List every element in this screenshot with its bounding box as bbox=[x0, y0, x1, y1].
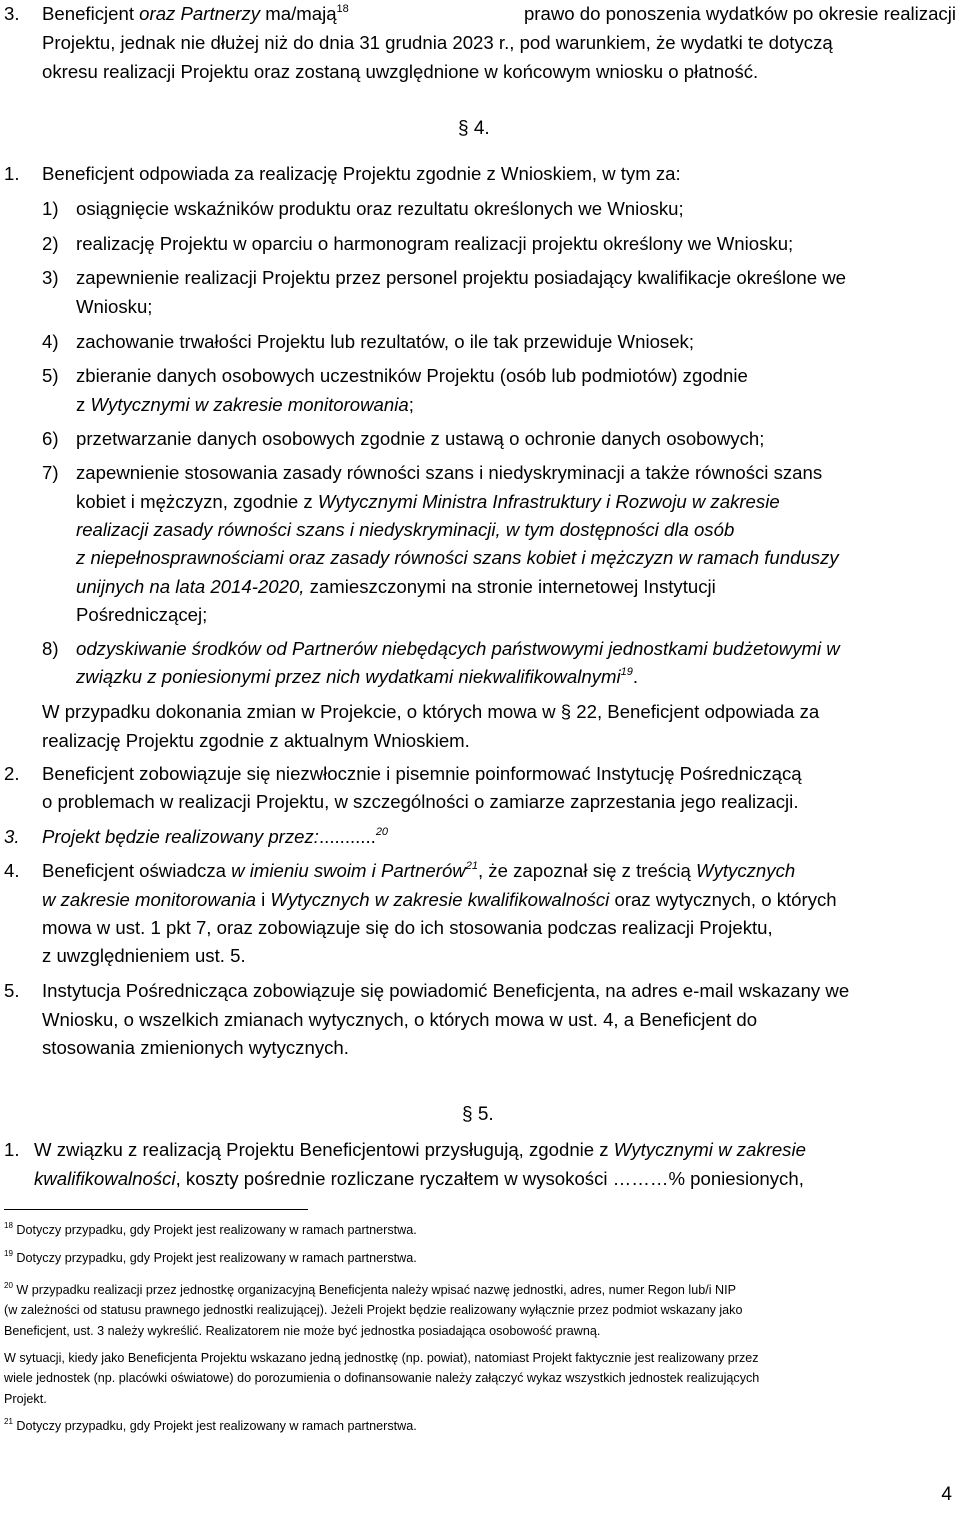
footnote-line: wiele jednostek (np. placówki oświatowe) do porozumienia o dofinansowanie należy załączyć wykaz wszystkich jednostek realizujących bbox=[4, 1371, 760, 1385]
paragraph-line: z uwzględnieniem ust. 5. bbox=[42, 945, 246, 966]
section-heading: § 4. bbox=[458, 118, 490, 139]
footnote-ref: 20 bbox=[375, 826, 389, 838]
paragraph-line: okresu realizacji Projektu oraz zostaną uwzględnione w końcowym wniosku o płatność. bbox=[42, 61, 759, 82]
list-number: 4) bbox=[42, 331, 59, 352]
footnote: $^{19}$ Dotyczy przypadku, gdy Projekt jest realizowany w ramach partnerstwa. bbox=[4, 1249, 417, 1265]
paragraph-line: realizację Projektu zgodnie z aktualnym Wnioskiem. bbox=[42, 730, 470, 751]
list-number: 1) bbox=[42, 198, 59, 219]
list-number: 5) bbox=[42, 365, 59, 386]
paragraph-line: Projektu, jednak nie dłużej niż do dnia 31 grudnia 2023 r., pod warunkiem, że wydatki te dotyczą bbox=[42, 32, 833, 53]
list-item-text: Pośredniczącej; bbox=[76, 604, 208, 625]
list-item-text: Wniosku; bbox=[76, 296, 153, 317]
list-item-text: kobiet i mężczyzn, zgodnie z Wytycznymi Ministra Infrastruktury i Rozwoju w zakresie bbox=[76, 491, 780, 512]
item-number: 4. bbox=[4, 860, 20, 881]
list-number: 8) bbox=[42, 638, 59, 659]
list-number: 2) bbox=[42, 233, 59, 254]
list-number: 6) bbox=[42, 428, 59, 449]
item-number: 3. bbox=[4, 826, 20, 847]
list-item-text: zbieranie danych osobowych uczestników Projektu (osób lub podmiotów) zgodnie bbox=[76, 365, 748, 386]
page-number: 4 bbox=[941, 1484, 952, 1505]
list-item-text: realizacji zasady równości szans i niedyskryminacji, w tym dostępności dla osób bbox=[76, 519, 735, 540]
paragraph-line: Projekt będzie realizowany przez:...........$^{20}$ bbox=[42, 826, 389, 847]
list-number: 7) bbox=[42, 462, 59, 483]
list-item-text: przetwarzanie danych osobowych zgodnie z ustawą o ochronie danych osobowych; bbox=[76, 428, 765, 449]
footnote-ref: 18 bbox=[336, 3, 349, 15]
paragraph-line: mowa w ust. 1 pkt 7, oraz zobowiązuje się do ich stosowania podczas realizacji Projektu, bbox=[42, 917, 773, 938]
paragraph-line: Beneficjent oraz Partnerzy ma/mają$^{18}$ prawo do ponoszenia wydatków po okresie realizacji bbox=[42, 3, 956, 24]
list-item-text: zapewnienie realizacji Projektu przez personel projektu posiadający kwalifikacje określone we bbox=[76, 267, 846, 288]
paragraph-line: stosowania zmienionych wytycznych. bbox=[42, 1037, 349, 1058]
list-item-text: z Wytycznymi w zakresie monitorowania; bbox=[76, 394, 414, 415]
paragraph-line: Beneficjent oświadcza w imieniu swoim i Partnerów$^{21}$, że zapoznał się z treścią Wytycznych bbox=[42, 860, 796, 881]
list-item-text: zapewnienie stosowania zasady równości szans i niedyskryminacji a także równości szans bbox=[76, 462, 823, 483]
paragraph-line: w zakresie monitorowania i Wytycznych w zakresie kwalifikowalności oraz wytycznych, o których bbox=[42, 889, 837, 910]
item-number: 1. bbox=[4, 1139, 20, 1160]
footnote-separator bbox=[4, 1209, 308, 1210]
list-item-text: unijnych na lata 2014-2020, zamieszczonymi na stronie internetowej Instytucji bbox=[76, 576, 716, 597]
list-item-text: z niepełnosprawnościami oraz zasady równości szans kobiet i mężczyzn w ramach funduszy bbox=[76, 547, 839, 568]
footnote-ref: 19 bbox=[620, 666, 633, 678]
list-item-text: związku z poniesionymi przez nich wydatkami niekwalifikowalnymi$^{19}$. bbox=[76, 666, 639, 687]
footnote-line: Beneficjent, ust. 3 należy wykreślić. Realizatorem nie może być jednostka posiadająca osobowość prawną. bbox=[4, 1324, 601, 1338]
item-number: 3. bbox=[4, 3, 20, 24]
item-number: 1. bbox=[4, 163, 20, 184]
footnote: $^{21}$ Dotyczy przypadku, gdy Projekt jest realizowany w ramach partnerstwa. bbox=[4, 1417, 417, 1433]
footnote-line: Projekt. bbox=[4, 1392, 47, 1406]
list-item-text: osiągnięcie wskaźników produktu oraz rezultatu określonych we Wniosku; bbox=[76, 198, 684, 219]
paragraph-line: Beneficjent odpowiada za realizację Projektu zgodnie z Wnioskiem, w tym za: bbox=[42, 163, 681, 184]
section-heading: § 5. bbox=[462, 1104, 494, 1125]
paragraph-line: Beneficjent zobowiązuje się niezwłocznie i pisemnie poinformować Instytucję Pośredniczącą bbox=[42, 763, 802, 784]
footnote: $^{20}$ W przypadku realizacji przez jednostkę organizacyjną Beneficjenta należy wpisać nazwę jednostki, adres, numer Regon lub/i NIP bbox=[4, 1281, 737, 1297]
footnote-ref: 21 bbox=[465, 860, 478, 872]
paragraph-line: W związku z realizacją Projektu Beneficjentowi przysługują, zgodnie z Wytycznymi w zakresie bbox=[34, 1139, 806, 1160]
list-item-text: realizację Projektu w oparciu o harmonogram realizacji projektu określony we Wniosku; bbox=[76, 233, 794, 254]
paragraph-line: kwalifikowalności, koszty pośrednie rozliczane ryczałtem w wysokości ………% poniesionych, bbox=[34, 1168, 804, 1189]
footnote-line: W sytuacji, kiedy jako Beneficjenta Projektu wskazano jedną jednostkę (np. powiat), natomiast Projekt faktycznie jest realizowany przez bbox=[4, 1351, 759, 1365]
item-number: 5. bbox=[4, 980, 20, 1001]
item-number: 2. bbox=[4, 763, 20, 784]
list-item-text: odzyskiwanie środków od Partnerów niebędących państwowymi jednostkami budżetowymi w bbox=[76, 638, 840, 659]
paragraph-line: o problemach w realizacji Projektu, w szczególności o zamiarze zaprzestania jego realizacji. bbox=[42, 791, 799, 812]
paragraph-line: Wniosku, o wszelkich zmianach wytycznych, o których mowa w ust. 4, a Beneficjent do bbox=[42, 1009, 758, 1030]
list-item-text: zachowanie trwałości Projektu lub rezultatów, o ile tak przewiduje Wniosek; bbox=[76, 331, 695, 352]
paragraph-line: Instytucja Pośrednicząca zobowiązuje się powiadomić Beneficjenta, na adres e-mail wskazany we bbox=[42, 980, 850, 1001]
footnote: $^{18}$ Dotyczy przypadku, gdy Projekt jest realizowany w ramach partnerstwa. bbox=[4, 1221, 417, 1237]
paragraph-line: W przypadku dokonania zmian w Projekcie, o których mowa w § 22, Beneficjent odpowiada za bbox=[42, 701, 820, 722]
list-number: 3) bbox=[42, 267, 59, 288]
footnote-line: (w zależności od statusu prawnego jednostki realizującej). Jeżeli Projekt będzie realizowany wyłącznie przez podmiot wskazany jako bbox=[4, 1303, 743, 1317]
